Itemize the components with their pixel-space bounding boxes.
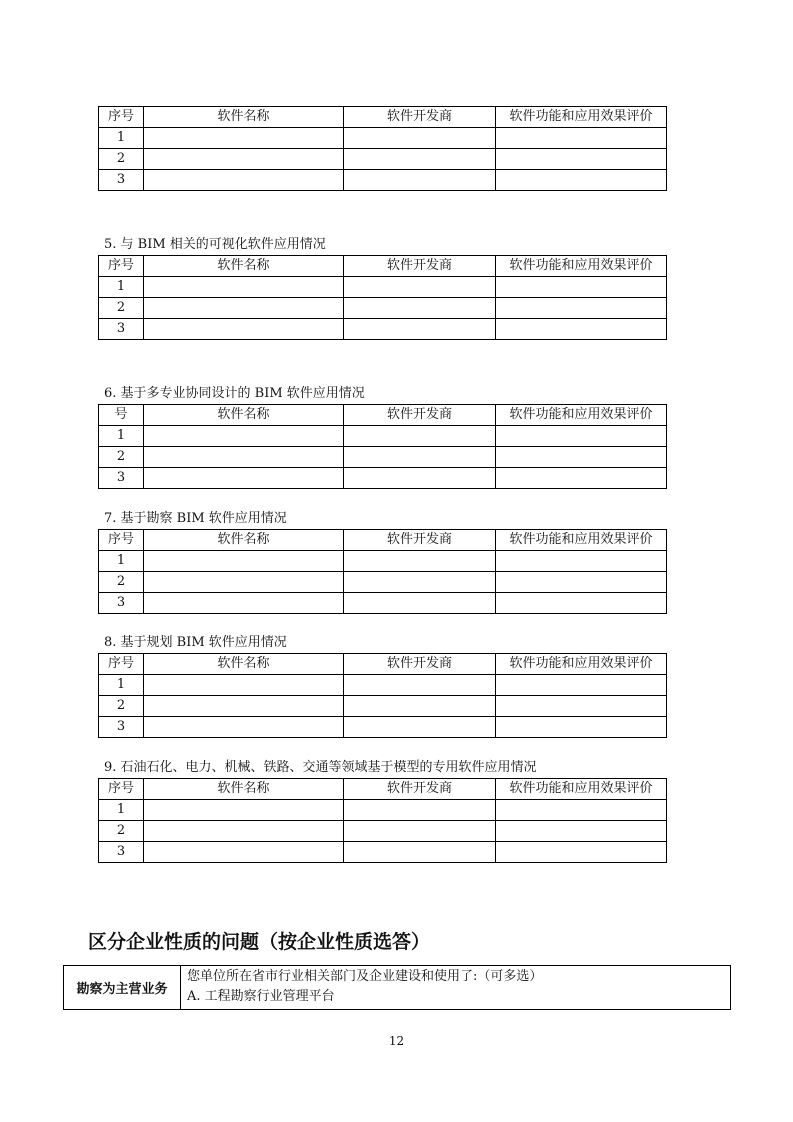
input-cell[interactable]	[344, 170, 496, 191]
table-row	[99, 447, 667, 468]
header-cell: 号	[99, 405, 144, 426]
row-number: 1	[99, 800, 144, 821]
input-cell[interactable]	[144, 426, 344, 447]
table-row	[99, 170, 667, 191]
software-table-4	[98, 106, 667, 191]
input-cell[interactable]	[344, 675, 496, 696]
input-cell[interactable]	[144, 170, 344, 191]
table-header-row	[99, 779, 667, 800]
input-cell[interactable]	[144, 593, 344, 614]
business-type-table	[63, 965, 731, 1010]
caption-7: 7. 基于勘察 BIM 软件应用情况	[104, 511, 287, 526]
input-cell[interactable]	[144, 842, 344, 863]
header-cell: 软件开发商	[344, 654, 496, 675]
header-cell: 软件功能和应用效果评价	[496, 654, 667, 675]
header-cell: 软件功能和应用效果评价	[496, 530, 667, 551]
input-cell[interactable]	[344, 821, 496, 842]
input-cell[interactable]	[344, 447, 496, 468]
table-row	[99, 149, 667, 170]
row-number: 1	[99, 426, 144, 447]
input-cell[interactable]	[496, 696, 667, 717]
header-cell: 软件开发商	[344, 107, 496, 128]
input-cell[interactable]	[496, 319, 667, 340]
table-row	[99, 572, 667, 593]
input-cell[interactable]	[144, 468, 344, 489]
table-header-row	[99, 256, 667, 277]
row-number: 3	[99, 593, 144, 614]
table-row	[99, 468, 667, 489]
software-table-5	[98, 255, 667, 340]
row-number: 3	[99, 170, 144, 191]
table-row	[99, 821, 667, 842]
input-cell[interactable]	[344, 696, 496, 717]
question-text: 您单位所在省市行业相关部门及企业建设和使用了:（可多选）	[187, 969, 543, 984]
header-cell: 软件开发商	[344, 405, 496, 426]
table-row	[99, 675, 667, 696]
header-cell: 序号	[99, 530, 144, 551]
table-header-row	[99, 530, 667, 551]
input-cell[interactable]	[144, 717, 344, 738]
input-cell[interactable]	[496, 551, 667, 572]
input-cell[interactable]	[496, 149, 667, 170]
input-cell[interactable]	[144, 675, 344, 696]
input-cell[interactable]	[496, 170, 667, 191]
option-a[interactable]: A. 工程勘察行业管理平台	[187, 989, 335, 1004]
header-cell: 序号	[99, 256, 144, 277]
software-table-6	[98, 404, 667, 489]
table-row	[99, 800, 667, 821]
header-cell: 序号	[99, 779, 144, 800]
row-number: 3	[99, 319, 144, 340]
row-number: 2	[99, 447, 144, 468]
header-cell: 软件功能和应用效果评价	[496, 256, 667, 277]
header-cell: 软件名称	[144, 405, 344, 426]
input-cell[interactable]	[144, 128, 344, 149]
input-cell[interactable]	[144, 298, 344, 319]
header-cell: 序号	[99, 654, 144, 675]
input-cell[interactable]	[344, 149, 496, 170]
header-cell: 软件开发商	[344, 779, 496, 800]
row-number: 1	[99, 277, 144, 298]
input-cell[interactable]	[344, 319, 496, 340]
table-row	[99, 717, 667, 738]
input-cell[interactable]	[496, 675, 667, 696]
page-number: 12	[388, 1034, 405, 1048]
input-cell[interactable]	[496, 447, 667, 468]
input-cell[interactable]	[344, 128, 496, 149]
input-cell[interactable]	[344, 468, 496, 489]
table-row	[99, 593, 667, 614]
input-cell[interactable]	[344, 842, 496, 863]
caption-5: 5. 与 BIM 相关的可视化软件应用情况	[104, 237, 326, 252]
row-number: 3	[99, 717, 144, 738]
header-cell: 软件名称	[144, 654, 344, 675]
input-cell[interactable]	[144, 696, 344, 717]
table-header-row	[99, 405, 667, 426]
header-cell: 软件功能和应用效果评价	[496, 779, 667, 800]
input-cell[interactable]	[344, 717, 496, 738]
input-cell[interactable]	[144, 821, 344, 842]
input-cell[interactable]	[344, 298, 496, 319]
business-question-cell	[181, 966, 731, 1010]
table-row	[99, 426, 667, 447]
row-number: 1	[99, 128, 144, 149]
input-cell[interactable]	[344, 593, 496, 614]
input-cell[interactable]	[496, 717, 667, 738]
business-type-label: 勘察为主营业务	[64, 966, 181, 1010]
table-row	[99, 298, 667, 319]
table-row	[99, 319, 667, 340]
header-cell: 软件名称	[144, 530, 344, 551]
row-number: 1	[99, 551, 144, 572]
header-cell: 软件开发商	[344, 256, 496, 277]
input-cell[interactable]	[144, 551, 344, 572]
input-cell[interactable]	[496, 593, 667, 614]
table-row	[64, 966, 731, 1010]
caption-9: 9. 石油石化、电力、机械、铁路、交通等领域基于模型的专用软件应用情况	[104, 760, 537, 775]
table-row	[99, 696, 667, 717]
input-cell[interactable]	[144, 447, 344, 468]
table-row	[99, 128, 667, 149]
row-number: 3	[99, 842, 144, 863]
section-title: 区分企业性质的问题（按企业性质选答）	[88, 931, 431, 953]
input-cell[interactable]	[144, 319, 344, 340]
input-cell[interactable]	[496, 128, 667, 149]
caption-6: 6. 基于多专业协同设计的 BIM 软件应用情况	[104, 386, 365, 401]
input-cell[interactable]	[344, 277, 496, 298]
input-cell[interactable]	[496, 468, 667, 489]
table-row	[99, 842, 667, 863]
row-number: 2	[99, 149, 144, 170]
input-cell[interactable]	[496, 298, 667, 319]
software-table-9	[98, 778, 667, 863]
row-number: 2	[99, 298, 144, 319]
input-cell[interactable]	[496, 277, 667, 298]
header-cell: 软件功能和应用效果评价	[496, 107, 667, 128]
input-cell[interactable]	[144, 149, 344, 170]
input-cell[interactable]	[496, 426, 667, 447]
table-header-row	[99, 654, 667, 675]
row-number: 2	[99, 572, 144, 593]
caption-8: 8. 基于规划 BIM 软件应用情况	[104, 635, 287, 650]
input-cell[interactable]	[496, 821, 667, 842]
input-cell[interactable]	[144, 572, 344, 593]
header-cell: 软件名称	[144, 779, 344, 800]
table-row	[99, 277, 667, 298]
header-cell: 软件名称	[144, 256, 344, 277]
software-table-8	[98, 653, 667, 738]
input-cell[interactable]	[144, 277, 344, 298]
row-number: 3	[99, 468, 144, 489]
header-cell: 软件开发商	[344, 530, 496, 551]
row-number: 2	[99, 696, 144, 717]
input-cell[interactable]	[144, 800, 344, 821]
input-cell[interactable]	[496, 572, 667, 593]
input-cell[interactable]	[344, 800, 496, 821]
input-cell[interactable]	[496, 800, 667, 821]
table-header-row	[99, 107, 667, 128]
header-cell: 软件功能和应用效果评价	[496, 405, 667, 426]
input-cell[interactable]	[344, 426, 496, 447]
row-number: 1	[99, 675, 144, 696]
input-cell[interactable]	[344, 572, 496, 593]
row-number: 2	[99, 821, 144, 842]
table-row	[99, 551, 667, 572]
header-cell: 序号	[99, 107, 144, 128]
input-cell[interactable]	[344, 551, 496, 572]
header-cell: 软件名称	[144, 107, 344, 128]
software-table-7	[98, 529, 667, 614]
input-cell[interactable]	[496, 842, 667, 863]
